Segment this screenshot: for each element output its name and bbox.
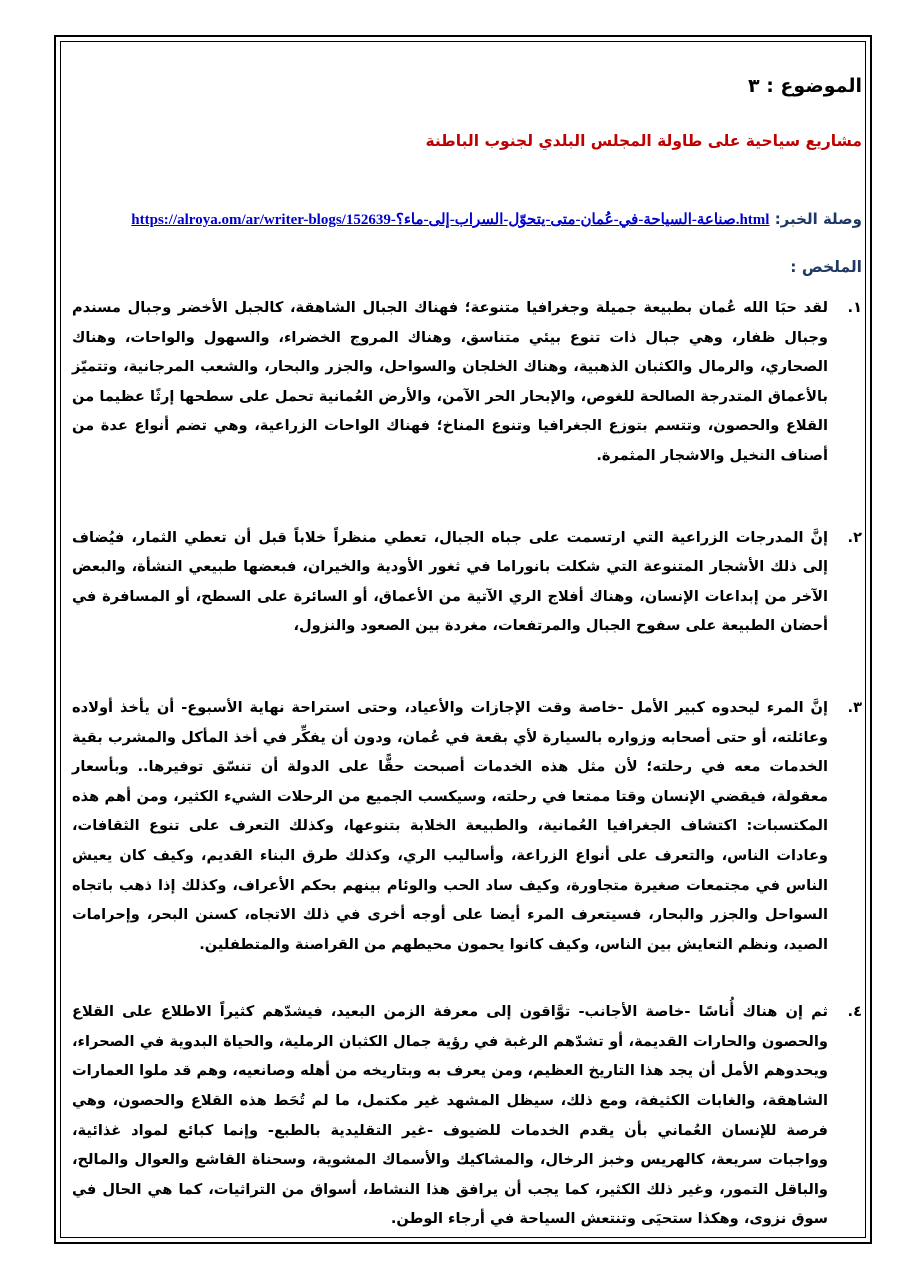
- summary-paragraph-2: [72, 523, 862, 641]
- topic-title: الموضوع : ٣: [748, 75, 862, 97]
- summary-label: الملخص :: [790, 258, 862, 276]
- summary-paragraph-1: [72, 293, 862, 471]
- paragraph-number: ٣.: [847, 698, 862, 716]
- news-link-label: وصلة الخبر:: [774, 210, 862, 228]
- paragraph-text: لقد حبَا الله عُمان بطبيعة جميلة وجغرافيا متنوعة؛ فهناك الجبال الشاهقة، كالجبل الأخضر وجبال مسندم وجبال ظفار، وهي جبال ذات تنوع بيئي متناسق، وهناك المروج الخضراء، والسهول والواحات، وهناك الصحاري، والرمال والكثبان الذهبية، وهناك الخلجان والسواحل، والجزر والبحار، والشعب المرجانية، وتتميّز بالأعماق المتدرجة الصالحة للغوص، والإبحار الحر الآمن، والأرض العُمانية تحمل على سطحها إرثًا عظيما من القلاع والحصون، وتتسم بتوزع الجغرافيا وتنوع المناخ؛ فهناك الواحات الزراعية، وهي تضم أنواع عدة من أصناف النخيل والاشجار المثمرة.: [72, 299, 828, 464]
- paragraph-text: ثم إن هناك أُناسًا -خاصة الأجانب- توَّاقون إلى معرفة الزمن البعيد، فيشدّهم كثيراً الاطلاع على القلاع والحصون والحارات القديمة، أو تشدّهم الرغبة في رؤية جمال الكثبان الرملية، والحياة البدوية في الصحراء، ويحدوهم الأمل أن يجد هذا التاريخ العظيم، ومن يعرف به وبتاريخه من أهله وصانعيه، وهم قد ملوا العمارات الشاهقة، والغابات الكثيفة، ومع ذلك، سيظل المشهد غير مكتمل، ما لم تُحَط هذه القلاع والحصون، وهي فرصة للإنسان العُماني بأن يقدم الخدمات للضيوف -غير التقليدية بالطبع- وإنما كبائع لمواد غذائية، وواجبات سريعة، كالهريس وخبز الرخال، والمشاكيك والأسماك المشوية، وسحناة القاشع والعوال والمالح، والباقل التمور، وغير ذلك الكثير، كما يجب أن يرافق هذا النشاط، أسواق من التراثيات، كما هي الحال في سوق نزوى، وهكذا ستحيَى وتنتعش السياحة في أرجاء الوطن.: [72, 1003, 828, 1228]
- paragraph-text: إنَّ المدرجات الزراعية التي ارتسمت على جباه الجبال، تعطي منظراً خلاباً قبل أن تعطي الثمار، فيُضاف إلى ذلك الأشجار المتنوعة التي شكلت بانوراما في ثغور الأودية والخيران، فبعضها طبيعي النشأة، والبعض الآخر من إبداعات الإنسان، وهناك أفلاج الري الآتية من الأعماق، أو السائرة على السطح، أو المسافرة في أحضان الطبيعة على سفوح الجبال والمرتفعات، مغردة بين الصعود والنزول،: [72, 528, 828, 635]
- news-link-row: [72, 206, 862, 233]
- paragraph-number: ١.: [847, 299, 862, 316]
- paragraph-number: ٢.: [847, 528, 862, 546]
- paragraph-number: ٤.: [847, 1003, 862, 1021]
- paragraph-text: إنَّ المرء ليحدوه كبير الأمل -خاصة وقت الإجازات والأعياد، وحتى استراحة نهاية الأسبوع- أن يأخذ أولاده وعائلته، أو حتى أصحابه وزواره بالسيارة لأي بقعة في عُمان، ودون أن يفكِّر في أخذ المأكل والمشرب بقية الخدمات معه في رحلته؛ لأن مثل هذه الخدمات أصبحت حقًّا على الدولة أن تنسّق توفيرها.. وبأسعار معقولة، فيقضي الإنسان وقتا ممتعا في رحلته، وسيكسب الجميع من الرحلات الشيء الكثير، ومن أهم هذه المكتسبات: اكتشاف الجغرافيا العُمانية، والطبيعة الخلابة بتنوعها، وكذلك التعرف على تنوع الثقافات، وعادات الناس، والتعرف على أنواع الزراعة، وأساليب الري، وكذلك طرق البناء القديم، وكيف كان يعيش الناس في مجتمعات صغيرة متجاورة، وكيف ساد الحب والوئام بينهم بحكم الأعراف، وكذلك إذا ذهب باتجاه السواحل والجزر والبحار، فسيتعرف المرء أيضا على أوجه أخرى في ذلك الاتجاه، كسنن البحر، وإحرامات الصيد، ونظم التعايش بين الناس، وكيف كانوا يحمون محيطهم من القراصنة والمتطفلين.: [72, 698, 828, 953]
- news-link-url[interactable]: https://alroya.om/ar/writer-blogs/152639-صناعة-السياحة-في-عُمان-متى-يتحوّل-السراب-إلى-ماء؟.html: [131, 212, 770, 228]
- topic-subtitle: مشاريع سياحية على طاولة المجلس البلدي لجنوب الباطنة: [425, 132, 862, 150]
- summary-paragraph-4: [72, 997, 862, 1234]
- summary-paragraph-3: [72, 693, 862, 959]
- document-content: [72, 60, 862, 1234]
